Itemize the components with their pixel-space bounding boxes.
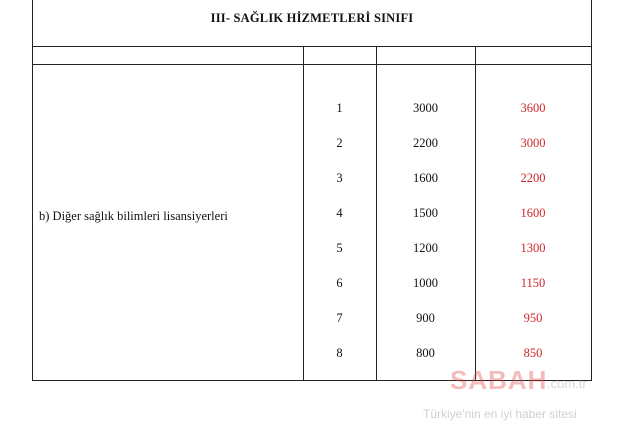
- new-value-cell: 850: [523, 346, 543, 360]
- new-value-cell: 2200: [520, 171, 546, 185]
- watermark: [423, 365, 638, 429]
- new-value-cell: 1300: [520, 241, 546, 255]
- new-value-cell: 1150: [520, 276, 546, 290]
- table-row: [33, 276, 591, 296]
- old-value-cell: 900: [416, 311, 435, 325]
- degree-cell: 4: [336, 206, 343, 220]
- table-row: [33, 241, 591, 261]
- table-row: [33, 206, 591, 226]
- category-label: b) Diğer sağlık bilimleri lisansiyerleri: [39, 209, 228, 223]
- old-value-cell: 1600: [413, 171, 438, 185]
- degree-cell: 7: [336, 311, 343, 325]
- old-value-cell: 1500: [413, 206, 438, 220]
- watermark-tagline: Türkiye'nin en iyi haber sitesi: [423, 407, 577, 421]
- table-row: [33, 136, 591, 156]
- watermark-domain: .com.tr: [547, 376, 587, 391]
- new-value-cell: 1600: [520, 206, 546, 220]
- new-value-cell: 950: [523, 311, 543, 325]
- indicator-table: [32, 0, 592, 381]
- degree-cell: 3: [336, 171, 343, 185]
- old-value-cell: 1000: [413, 276, 438, 290]
- degree-cell: 2: [336, 136, 343, 150]
- watermark-logo: SABAH: [450, 365, 548, 395]
- degree-cell: 5: [336, 241, 343, 255]
- degree-cell: 6: [336, 276, 343, 290]
- old-value-cell: 800: [416, 346, 435, 360]
- old-value-cell: 3000: [413, 101, 438, 115]
- old-value-cell: 1200: [413, 241, 438, 255]
- degree-cell: 8: [336, 346, 343, 360]
- new-value-cell: 3600: [520, 101, 546, 115]
- table-title-row: [33, 0, 591, 47]
- table-row: [33, 101, 591, 121]
- table-row: [33, 171, 591, 191]
- table-row: [33, 346, 591, 366]
- table-header-row: [33, 46, 591, 65]
- table-row: [33, 311, 591, 331]
- degree-cell: 1: [336, 101, 343, 115]
- old-value-cell: 2200: [413, 136, 438, 150]
- table-title: III- SAĞLIK HİZMETLERİ SINIFI: [210, 11, 414, 25]
- new-value-cell: 3000: [520, 136, 546, 150]
